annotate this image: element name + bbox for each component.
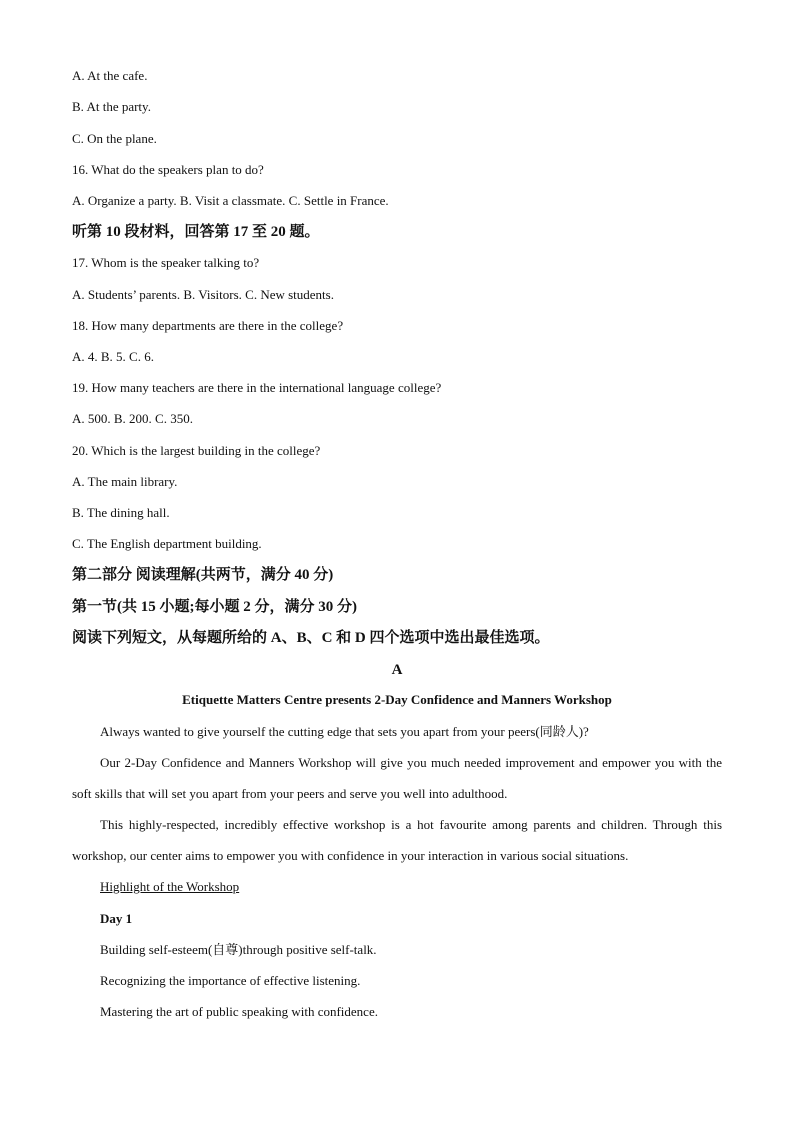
passage-letter: A	[391, 662, 403, 678]
highlight-item-3: Mastering the art of public speaking with confidence.	[100, 1004, 378, 1019]
day-1-heading: Day 1	[100, 911, 133, 926]
highlight-heading: Highlight of the Workshop	[100, 879, 240, 894]
question-20-option-c: C. The English department building.	[72, 536, 262, 551]
question-17: 17. Whom is the speaker talking to?	[72, 255, 260, 270]
part-2-heading: 第二部分 阅读理解(共两节，满分 40 分)	[72, 567, 334, 583]
q15-option-b: B. At the party.	[72, 99, 151, 114]
question-17-options: A. Students’ parents. B. Visitors. C. New students.	[72, 287, 334, 302]
section-1-heading: 第一节(共 15 小题;每小题 2 分，满分 30 分)	[72, 599, 357, 615]
question-18: 18. How many departments are there in the college?	[72, 318, 344, 333]
paragraph-1: Always wanted to give yourself the cutting edge that sets you apart from your peers(同龄人)?	[100, 724, 589, 739]
question-16-options: A. Organize a party. B. Visit a classmate. C. Settle in France.	[72, 193, 389, 208]
highlight-item-1: Building self-esteem(自尊)through positive self-talk.	[100, 942, 377, 957]
q15-option-a: A. At the cafe.	[72, 68, 148, 83]
question-19: 19. How many teachers are there in the international language college?	[72, 380, 442, 395]
section-10-heading: 听第 10 段材料，回答第 17 至 20 题。	[72, 224, 320, 240]
question-20: 20. Which is the largest building in the college?	[72, 443, 321, 458]
highlight-item-2: Recognizing the importance of effective listening.	[100, 973, 361, 988]
question-16: 16. What do the speakers plan to do?	[72, 162, 264, 177]
question-18-options: A. 4. B. 5. C. 6.	[72, 349, 154, 364]
paragraph-2: Our 2-Day Confidence and Manners Workshop will give you much needed improvement and empower you with the soft skills that will set you apart from your peers and serve you well into adulthood.	[72, 755, 722, 801]
passage-title: Etiquette Matters Centre presents 2-Day Confidence and Manners Workshop	[182, 692, 612, 707]
reading-instructions: 阅读下列短文，从每题所给的 A、B、C 和 D 四个选项中选出最佳选项。	[72, 630, 550, 646]
paragraph-3: This highly-respected, incredibly effective workshop is a hot favourite among parents and children. Through this workshop, our center aims to empower you with confidence in your interaction in various social situations.	[72, 817, 722, 863]
q15-option-c: C. On the plane.	[72, 131, 157, 146]
question-20-option-b: B. The dining hall.	[72, 505, 170, 520]
question-20-option-a: A. The main library.	[72, 474, 178, 489]
question-19-options: A. 500. B. 200. C. 350.	[72, 411, 193, 426]
